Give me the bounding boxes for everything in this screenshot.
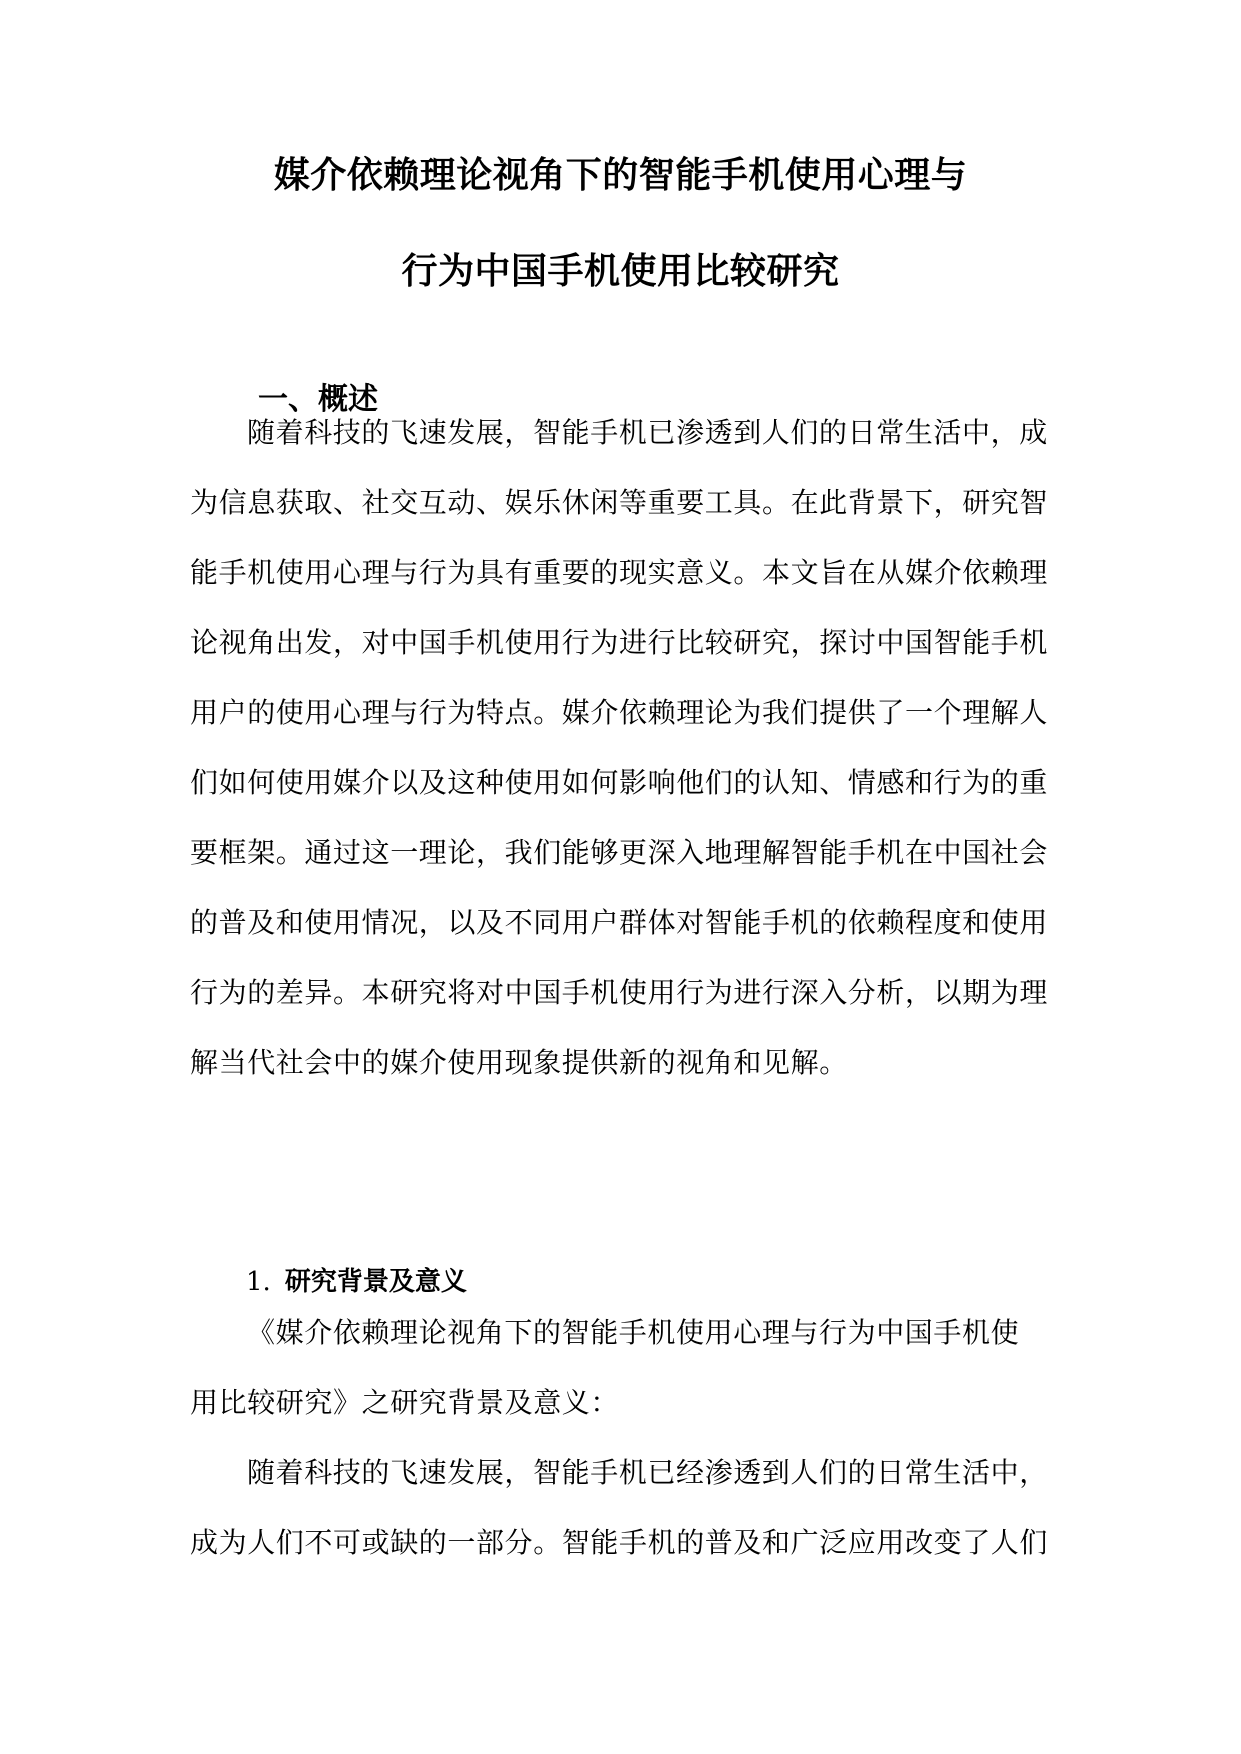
- document-title-line-2: 行为中国手机使用比较研究: [401, 251, 840, 292]
- paragraph-line: 为信息获取、社交互动、娱乐休闲等重要工具。在此背景下，研究智: [190, 486, 1049, 519]
- paragraph-line: 解当代社会中的媒介使用现象提供新的视角和见解。: [190, 1046, 848, 1079]
- paragraph-line: 用比较研究》之研究背景及意义：: [190, 1386, 620, 1419]
- section-heading-overview: 一、概述: [258, 382, 378, 417]
- document-title-line-1: 媒介依赖理论视角下的智能手机使用心理与: [273, 155, 968, 196]
- paragraph-line: 们如何使用媒介以及这种使用如何影响他们的认知、情感和行为的重: [190, 766, 1049, 799]
- paragraph-line: 要框架。通过这一理论，我们能够更深入地理解智能手机在中国社会: [190, 836, 1049, 869]
- paragraph-line: 论视角出发，对中国手机使用行为进行比较研究，探讨中国智能手机: [190, 626, 1049, 659]
- paragraph-line: 能手机使用心理与行为具有重要的现实意义。本文旨在从媒介依赖理: [190, 556, 1049, 589]
- paragraph-line: 的普及和使用情况，以及不同用户群体对智能手机的依赖程度和使用: [190, 906, 1049, 939]
- paragraph-line: 随着科技的飞速发展，智能手机已渗透到人们的日常生活中，成: [247, 416, 1048, 449]
- subsection-title: 研究背景及意义: [284, 1267, 467, 1297]
- paragraph-line: 行为的差异。本研究将对中国手机使用行为进行深入分析，以期为理: [190, 976, 1049, 1009]
- subsection-number: 1.: [246, 1267, 271, 1297]
- subsection-heading-background: [246, 1262, 467, 1302]
- paragraph-line: 《媒介依赖理论视角下的智能手机使用心理与行为中国手机使: [247, 1316, 1020, 1349]
- paragraph-line: 成为人们不可或缺的一部分。智能手机的普及和广泛应用改变了人们: [190, 1526, 1049, 1559]
- paragraph-line: 随着科技的飞速发展，智能手机已经渗透到人们的日常生活中，: [247, 1456, 1048, 1489]
- paragraph-line: 用户的使用心理与行为特点。媒介依赖理论为我们提供了一个理解人: [190, 696, 1049, 729]
